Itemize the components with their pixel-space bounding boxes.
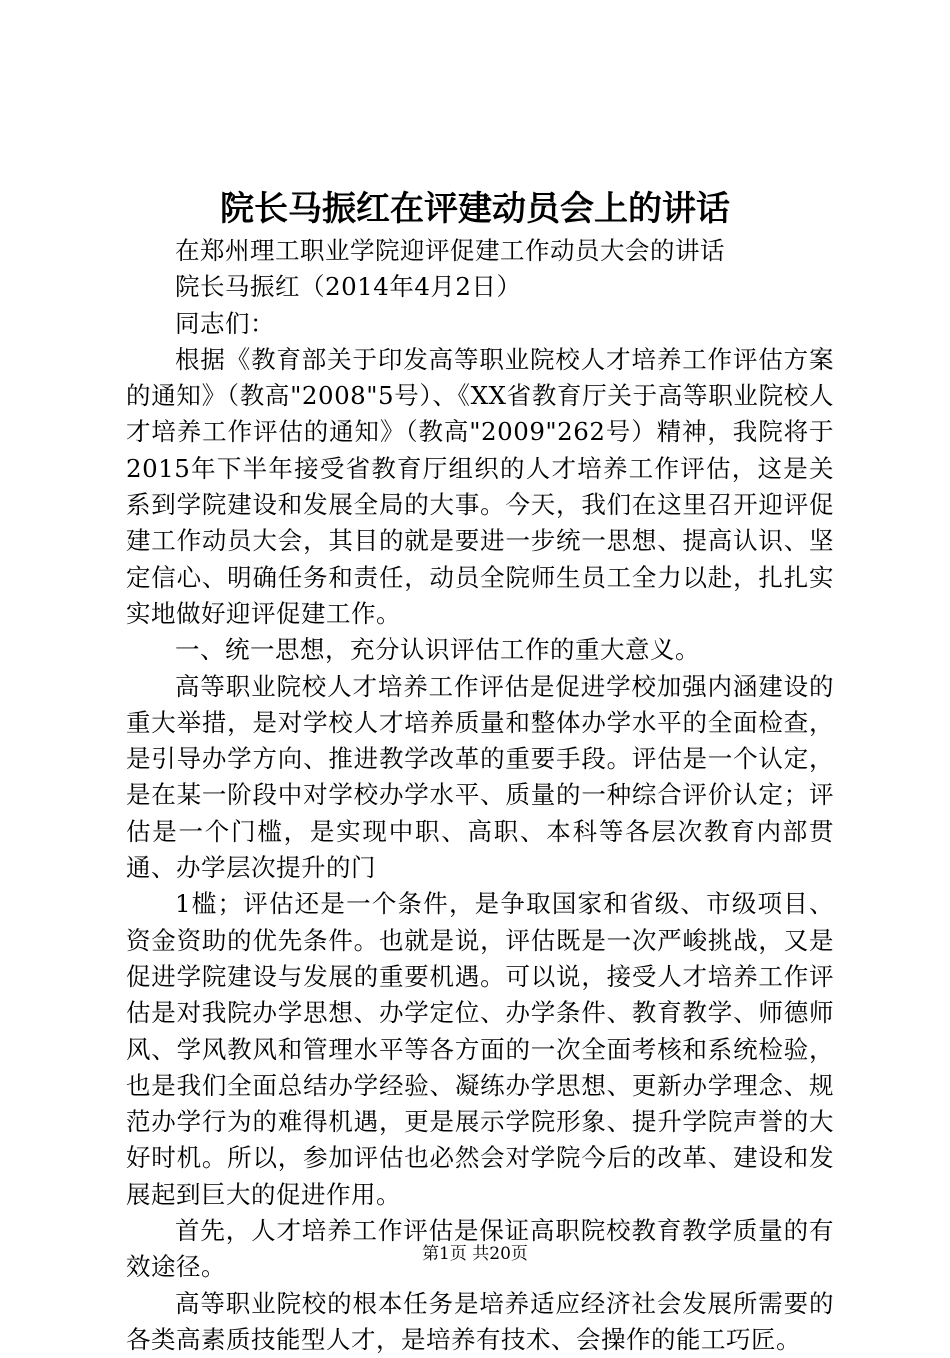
document-title: 院长马振红在评建动员会上的讲话 [220, 189, 730, 229]
body-paragraph: 根据《教育部关于印发高等职业院校人才培养工作评估方案的通知》（教高"2008"5号）、《XX省教育厅关于高等职业院校人才培养工作评估的通知》（教高"2009"262号）精神，我院将于2015年下半年接受省教育厅组织的人才培养工作评估，这是关系到学院建设和发展全局的大事。今天，我们在这里召开迎评促建工作动员大会，其目的就是要进一步统一思想、提高认识、坚定信心、明确任务和责任，动员全院师生员工全力以赴，扎扎实实地做好迎评促建工作。 [126, 344, 834, 628]
body-paragraph: 高等职业院校的根本任务是培养适应经济社会发展所需要的各类高素质技能型人才，是培养有技术、会操作的能工巧匠。 [126, 1288, 834, 1354]
document-body [126, 233, 834, 1358]
subtitle-line: 在郑州理工职业学院迎评促建工作动员大会的讲话 [175, 236, 725, 265]
body-paragraph: 高等职业院校人才培养工作评估是促进学校加强内涵建设的重大举措，是对学校人才培养质量和整体办学水平的全面检查，是引导办学方向、推进教学改革的重要手段。评估是一个认定，是在某一阶段中对学校办学水平、质量的一种综合评价认定；评估是一个门槛，是实现中职、高职、本科等各层次教育内部贯通、办学层次提升的门 [126, 671, 834, 883]
body-paragraph: 首先，人才培养工作评估是保证高职院校教育教学质量的有效途径。 [126, 1216, 834, 1282]
author-date-line: 院长马振红（2014年4月2日） [175, 272, 522, 302]
page-number-footer: 第1页 共20页 [422, 1244, 528, 1264]
body-paragraph: 1槛；评估还是一个条件，是争取国家和省级、市级项目、资金资助的优先条件。也就是说，评估既是一次严峻挑战，又是促进学院建设与发展的重要机遇。可以说，接受人才培养工作评估是对我院办学思想、办学定位、办学条件、教育教学、师德师风、学风教风和管理水平等各方面的一次全面考核和系统检验，也是我们全面总结办学经验、凝练办学思想、更新办学理念、规范办学行为的难得机遇，更是展示学院形象、提升学院声誉的大好时机。所以，参加评估也必然会对学院今后的改革、建设和发展起到巨大的促进作用。 [126, 889, 834, 1209]
salutation: 同志们： [175, 308, 275, 338]
section-heading: 一、统一思想，充分认识评估工作的重大意义。 [175, 635, 700, 665]
